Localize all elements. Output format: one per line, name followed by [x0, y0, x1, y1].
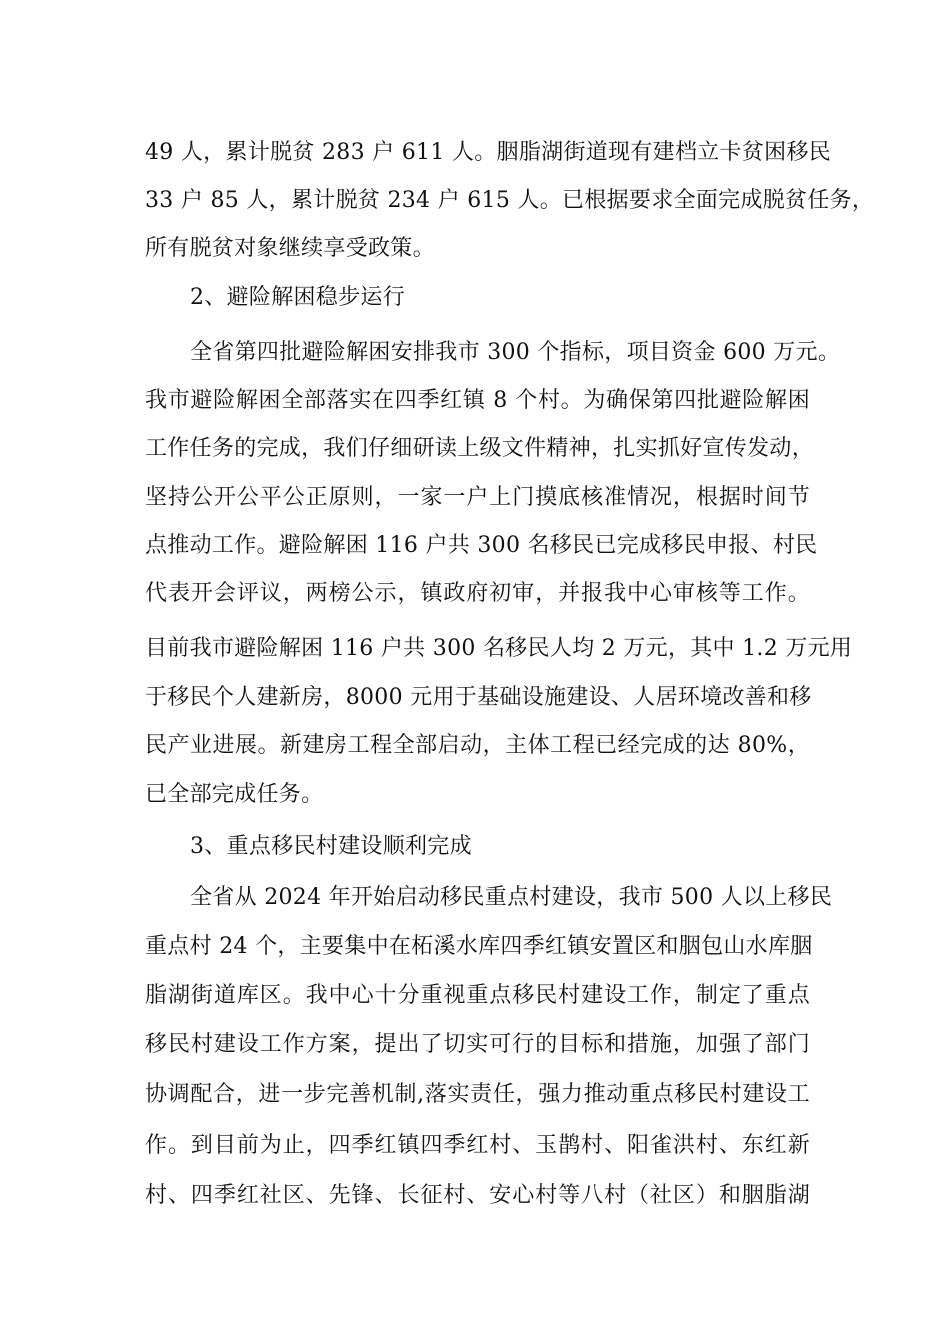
section-heading-3: 3、重点移民村建设顺利完成: [190, 834, 472, 859]
paragraph-2-line-2: 我市避险解困全部落实在四季红镇 8 个村。为确保第四批避险解困: [145, 388, 810, 413]
paragraph-3-line-3: 脂湖街道库区。我中心十分重视重点移民村建设工作，制定了重点: [145, 983, 810, 1008]
paragraph-2-line-10: 已全部完成任务。: [145, 782, 324, 807]
paragraph-2-line-4: 坚持公开公平公正原则，一家一户上门摸底核准情况，根据时间节: [145, 485, 810, 510]
paragraph-3-line-2: 重点村 24 个，主要集中在柘溪水库四季红镇安置区和胭包山水库胭: [145, 934, 813, 959]
section-heading-2: 2、避险解困稳步运行: [190, 285, 405, 310]
paragraph-2-line-9: 民产业进展。新建房工程全部启动，主体工程已经完成的达 80%，: [145, 733, 810, 758]
paragraph-1-line-1: 49 人，累计脱贫 283 户 611 人。胭脂湖街道现有建档立卡贫困移民: [145, 140, 832, 165]
paragraph-3-line-5: 协调配合，进一步完善机制,落实责任，强力推动重点移民村建设工: [145, 1082, 810, 1107]
paragraph-2-line-6: 代表开会评议，两榜公示，镇政府初审，并报我中心审核等工作。: [145, 581, 810, 606]
paragraph-2-line-3: 工作任务的完成，我们仔细研读上级文件精神，扎实抓好宣传发动，: [145, 436, 815, 461]
paragraph-1-line-3: 所有脱贫对象继续享受政策。: [145, 236, 435, 261]
paragraph-2-line-8: 于移民个人建新房，8000 元用于基础设施建设、人居环境改善和移: [145, 685, 812, 710]
paragraph-3-line-7: 村、四季红社区、先锋、长征村、安心村等八村（社区）和胭脂湖: [145, 1183, 810, 1208]
paragraph-2-line-7: 目前我市避险解困 116 户共 300 名移民人均 2 万元，其中 1.2 万元用: [145, 636, 853, 661]
paragraph-1-line-2: 33 户 85 人，累计脱贫 234 户 615 人。已根据要求全面完成脱贫任务，: [145, 188, 875, 213]
paragraph-3-line-6: 作。到目前为止，四季红镇四季红村、玉鹊村、阳雀洪村、东红新: [145, 1133, 810, 1158]
paragraph-2-line-1: 全省第四批避险解困安排我市 300 个指标，项目资金 600 万元。: [190, 340, 841, 365]
paragraph-3-line-1: 全省从 2024 年开始启动移民重点村建设，我市 500 人以上移民: [190, 885, 833, 910]
paragraph-3-line-4: 移民村建设工作方案，提出了切实可行的目标和措施，加强了部门: [145, 1032, 810, 1057]
paragraph-2-line-5: 点推动工作。避险解困 116 户共 300 名移民已完成移民申报、村民: [145, 533, 818, 558]
